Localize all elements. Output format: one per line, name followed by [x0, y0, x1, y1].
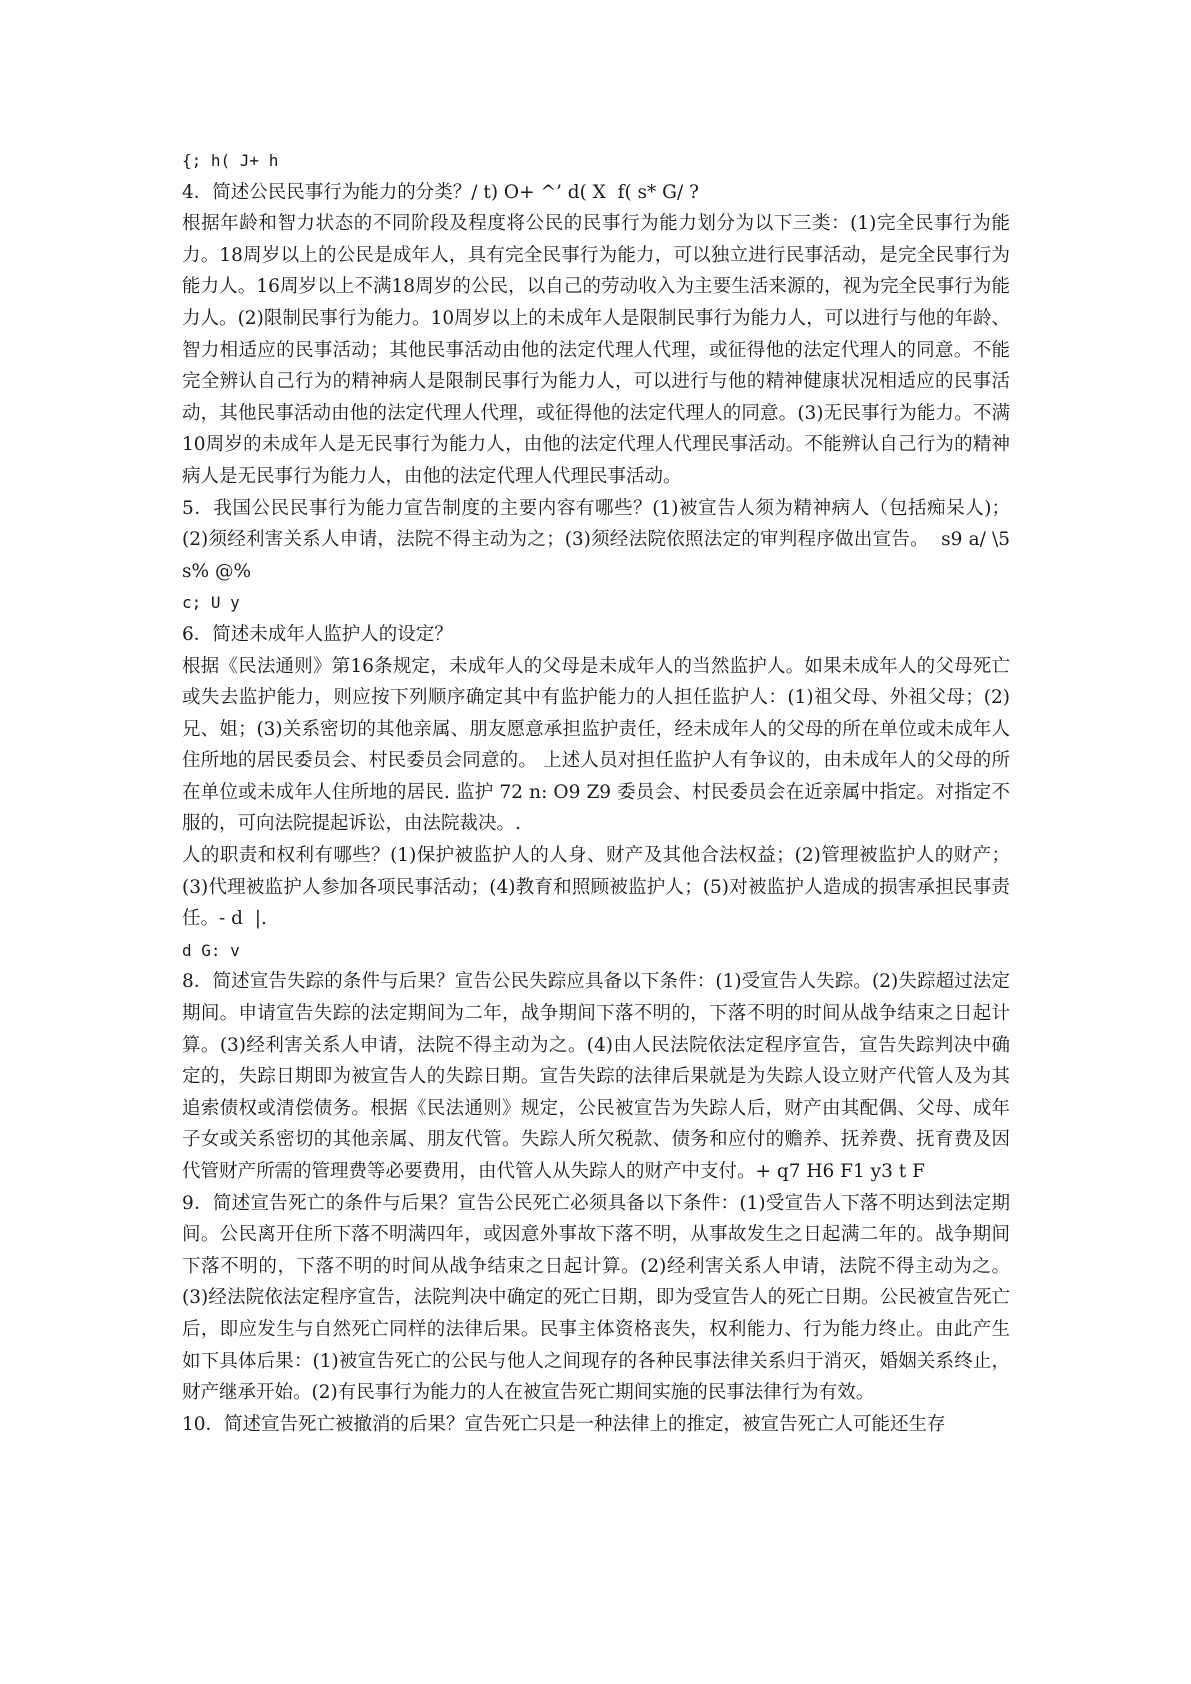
answer-4-paragraph: 根据年龄和智力状态的不同阶段及程度将公民的民事行为能力划分为以下三类：(1)完全民事行为能力。18周岁以上的公民是成年人，具有完全民事行为能力，可以独立进行民事活动，是完全民事行为能力人。16周岁以上不满18周岁的公民，以自己的劳动收入为主要生活来源的，视为完全民事行为能力人。(2)限制民事行为能力。10周岁以上的未成年人是限制民事行为能力人，可以进行与他的年龄、智力相适应的民事活动；其他民事活动由他的法定代理人代理，或征得他的法定代理人的同意。不能完全辨认自己行为的精神病人是限制民事行为能力人，可以进行与他的精神健康状况相适应的民事活动，其他民事活动由他的法定代理人代理，或征得他的法定代理人的同意。(3)无民事行为能力。不满10周岁的未成年人是无民事行为能力人，由他的法定代理人代理民事活动。不能辨认自己行为的精神病人是无民事行为能力人，由他的法定代理人代理民事活动。 — [182, 213, 1010, 487]
question-8-paragraph: 8．简述宣告失踪的条件与后果？宣告公民失踪应具备以下条件：(1)受宣告人失踪。(2)失踪超过法定期间。申请宣告失踪的法定期间为二年，战争期间下落不明的，下落不明的时间从战争结束之日起计算。(3)经利害关系人申请，法院不得主动为之。(4)由人民法院依法定程序宣告，宣告失踪判决中确定的，失踪日期即为被宣告人的失踪日期。宣告失踪的法律后果就是为失踪人设立财产代管人及为其追索债权或清偿债务。根据《民法通则》规定，公民被宣告为失踪人后，财产由其配偶、父母、成年子女或关系密切的其他亲属、朋友代管。失踪人所欠税款、债务和应付的赡养、抚养费、抚育费及因代管财产所需的管理费等必要费用，由代管人从失踪人的财产中支付。+ q7 H6 F1 y3 t F — [182, 971, 1010, 1182]
question-10-paragraph: 10．简述宣告死亡被撤消的后果？宣告死亡只是一种法律上的推定，被宣告死亡人可能还生存 — [182, 1413, 946, 1435]
question-9-paragraph: 9．简述宣告死亡的条件与后果？宣告公民死亡必须具备以下条件：(1)受宣告人下落不明达到法定期间。公民离开住所下落不明满四年，或因意外事故下落不明，从事故发生之日起满二年的。战争期间下落不明的，下落不明的时间从战争结束之日起计算。(2)经利害关系人申请，法院不得主动为之。(3)经法院依法定程序宣告，法院判决中确定的死亡日期，即为受宣告人的死亡日期。公民被宣告死亡后，即应发生与自然死亡同样的法律后果。民事主体资格丧失，权利能力、行为能力终止。由此产生如下具体后果：(1)被宣告死亡的公民与他人之间现存的各种民事法律关系归于消灭，婚姻关系终止，财产继承开始。(2)有民事行为能力的人在被宣告死亡期间实施的民事法律行为有效。 — [182, 1192, 1010, 1404]
noise-line: c; U y — [182, 593, 240, 613]
question-4-heading: 4．简述公民民事行为能力的分类？/ t) O+ ^’ d( X f( s* G/ ? — [182, 181, 699, 203]
question-5-paragraph: 5．我国公民民事行为能力宣告制度的主要内容有哪些？(1)被宣告人须为精神病人（包括痴呆人)；(2)须经利害关系人申请，法院不得主动为之；(3)须经法院依照法定的审判程序做出宣告。 s9 a/ \5 s% @% — [182, 497, 1016, 582]
document-page — [182, 145, 1016, 1440]
noise-line: {; h( J+ h — [182, 151, 279, 170]
noise-line: d G: v — [182, 940, 240, 960]
answer-6-paragraph: 根据《民法通则》第16条规定，未成年人的父母是未成年人的当然监护人。如果未成年人的父母死亡或失去监护能力，则应按下列顺序确定其中有监护能力的人担任监护人：(1)祖父母、外祖父母；(2)兄、姐；(3)关系密切的其他亲属、朋友愿意承担监护责任，经未成年人的父母的所在单位或未成年人住所地的居民委员会、村民委员会同意的。 上述人员对担任监护人有争议的，由未成年人的父母的所在单位或未成年人住所地的居民. 监护 72 n: O9 Z9 委员会、村民委员会在近亲属中指定。对指定不服的，可向法院提起诉讼，由法院裁决。. — [182, 655, 1010, 835]
question-6-heading: 6．简述未成年人监护人的设定？ — [182, 623, 453, 645]
question-7-paragraph: 人的职责和权利有哪些？(1)保护被监护人的人身、财产及其他合法权益；(2)管理被监护人的财产；(3)代理被监护人参加各项民事活动；(4)教育和照顾被监护人；(5)对被监护人造成的损害承担民事责任。- d |. — [182, 845, 1010, 930]
